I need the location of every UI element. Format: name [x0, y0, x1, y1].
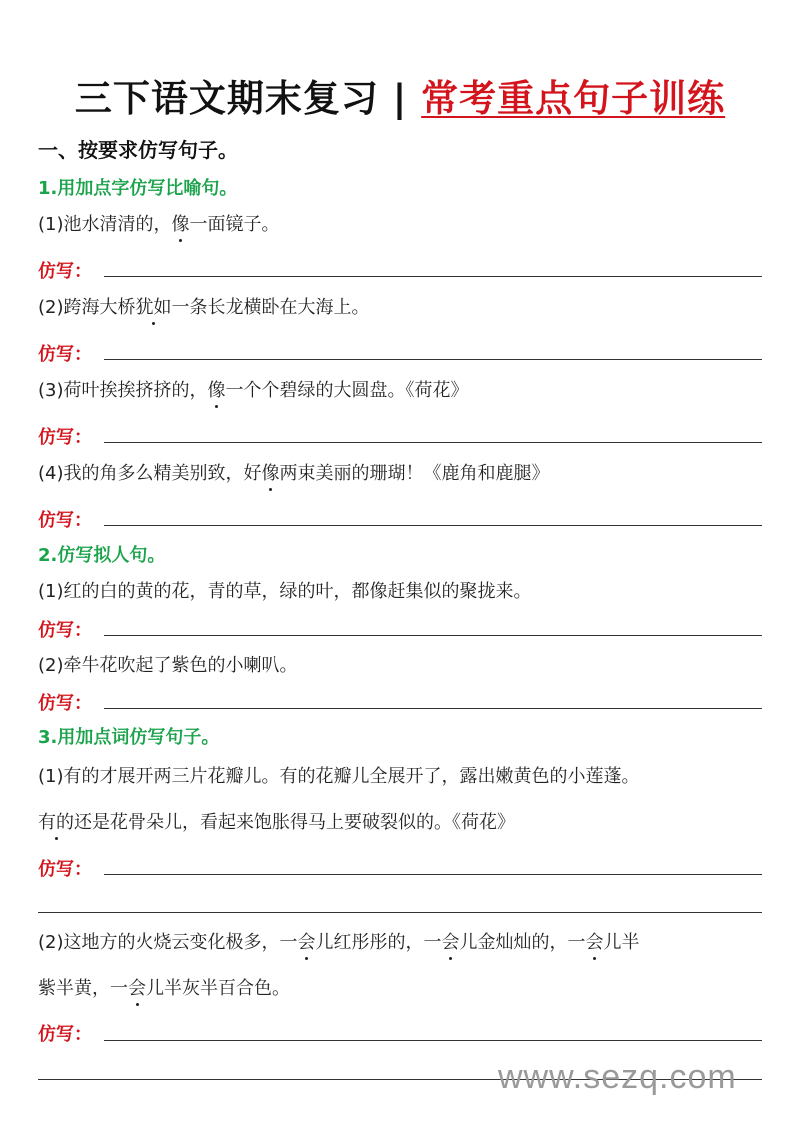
group-heading-3: 3.用加点词仿写句子。 — [38, 727, 220, 748]
question-3-1-line2: 有的还是花骨朵儿，看起来饱胀得马上要破裂似的。《荷花》 — [38, 808, 515, 834]
question-3-1-line1: (1)有的才展开两三片花瓣儿。有的花瓣儿全展开了，露出嫩黄色的小莲蓬。 — [38, 766, 640, 787]
question-2-2: (2)牵牛花吹起了紫色的小喇叭。 — [38, 655, 298, 676]
group-heading-2: 2.仿写拟人句。 — [38, 545, 166, 566]
question-1-4: (4)我的角多么精美别致，好像两束美丽的珊瑚！《鹿角和鹿腿》 — [38, 459, 550, 485]
answer-line[interactable] — [104, 276, 762, 277]
answer-line[interactable] — [104, 359, 762, 360]
title-red: 常考重点句子训练 — [421, 77, 726, 120]
dotted-word: 像 — [262, 459, 280, 485]
question-3-2-line1: (2)这地方的火烧云变化极多，一会儿红彤彤的，一会儿金灿灿的，一会儿半 — [38, 928, 640, 954]
dotted-word: 一会儿 — [110, 974, 164, 1000]
dotted-word: 有的 — [38, 808, 74, 834]
answer-label: 仿写： — [38, 1024, 92, 1045]
answer-label: 仿写： — [38, 859, 92, 880]
answer-line[interactable] — [104, 635, 762, 636]
title-black: 三下语文期末复习 — [74, 77, 379, 120]
answer-line[interactable] — [104, 708, 762, 709]
dotted-word: 像 — [208, 376, 226, 402]
question-1-3: (3)荷叶挨挨挤挤的，像一个个碧绿的大圆盘。《荷花》 — [38, 376, 469, 402]
answer-label: 仿写： — [38, 427, 92, 448]
answer-label: 仿写： — [38, 510, 92, 531]
dotted-word: 一会儿 — [424, 928, 478, 954]
answer-label: 仿写： — [38, 261, 92, 282]
answer-line[interactable] — [104, 525, 762, 526]
question-1-1: (1)池水清清的，像一面镜子。 — [38, 210, 280, 236]
page-title — [0, 68, 800, 122]
answer-line[interactable] — [104, 1040, 762, 1041]
section-heading-1: 一、按要求仿写句子。 — [38, 138, 238, 162]
dotted-word: 犹如 — [136, 293, 172, 319]
answer-line[interactable] — [104, 874, 762, 875]
answer-label: 仿写： — [38, 620, 92, 641]
question-3-2-line2: 紫半黄，一会儿半灰半百合色。 — [38, 974, 290, 1000]
dotted-word: 一会儿 — [568, 928, 622, 954]
title-separator: | — [392, 77, 408, 120]
group-heading-1: 1.用加点字仿写比喻句。 — [38, 178, 238, 199]
answer-line[interactable] — [104, 442, 762, 443]
question-2-1: (1)红的白的黄的花，青的草，绿的叶，都像赶集似的聚拢来。 — [38, 581, 532, 602]
answer-line[interactable] — [38, 912, 762, 913]
answer-label: 仿写： — [38, 693, 92, 714]
question-1-2: (2)跨海大桥犹如一条长龙横卧在大海上。 — [38, 293, 370, 319]
dotted-word: 一会儿 — [280, 928, 334, 954]
answer-label: 仿写： — [38, 344, 92, 365]
watermark: www.sezq.com — [498, 1058, 737, 1096]
dotted-word: 像 — [172, 210, 190, 236]
